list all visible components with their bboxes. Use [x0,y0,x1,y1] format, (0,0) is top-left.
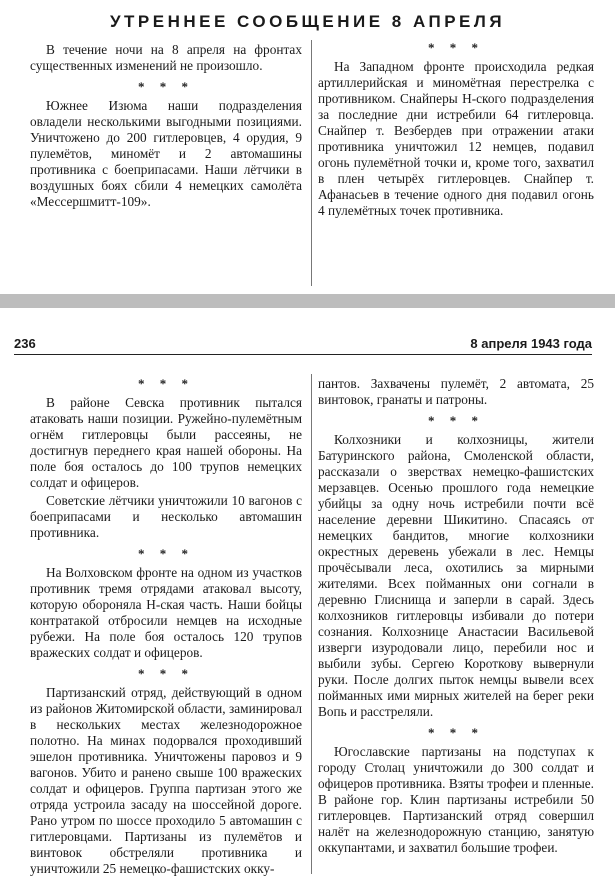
running-date: 8 апреля 1943 года [470,336,592,351]
paragraph: Колхозники и колхозницы, жители Батуринского района, Смоленской области, рассказали о зверствах немецко-фашистских мерзавцев. Осенью прошлого года немецкие убийцы за одну ночь истребили почти всё население деревни Шикитино. Спасаясь от немецких бандитов, многие колхозники окрестных деревень убежали в лес. Немцы прочёсывали леса, охотились за мирными жителями. Всех пойманных они согнали в деревню Глиснища и заперли в сарай. Здесь колхозников гитлеровцы избивали до потери сознания. Колхознице Анастасии Васильевой изверги изуродовали лицо, перебили нос и выбили зубы. Сергею Короткову вывернули руки. После долгих пыток немцы вывели всех пойманных ими мирных жителей на берег реки Вопь и расстреляли. [318,432,594,719]
section-divider: * * * [138,666,194,681]
paragraph: Южнее Изюма наши подразделения овладели несколькими выгодными позициями. Уничтожено до 200 гитлеровцев, 4 орудия, 9 пулемётов, миномёт и 2 автомашины противника с боеприпасами. Наши лётчики в воздушных боях сбили 4 немецких самолёта «Мессершмитт-109». [30,98,302,209]
page-title: УТРЕННЕЕ СООБЩЕНИЕ 8 АПРЕЛЯ [109,12,506,31]
lower-page [0,318,615,876]
paragraph: На Западном фронте происходила редкая артиллерийская и миномётная перестрелка с противником. Снайперы Н-ского подразделения за последние дни истребили 64 гитлеровца. Снайпер т. Везбердев при отражении атаки противника уничтожил 12 немцев, подавил огонь пулемётной точки и, кроме того, захватил в плен четырёх гитлеровцев. Снайпер т. Афанасьев в течение одного дня подавил огонь 4 пулемётных точек противника. [318,59,594,218]
section-divider: * * * [428,40,484,55]
paragraph: На Волховском фронте на одном из участков противник тремя отрядами атаковал высоту, которую обороняла Н-ская часть. Наши бойцы контратакой отбросили немцев на исходные рубежи. На поле боя осталось 120 трупов вражеских солдат и офицеров. [30,565,302,660]
paragraph: Советские лётчики уничтожили 10 вагонов с боеприпасами и несколько автомашин противника. [30,493,302,540]
right-column [318,376,594,858]
section-divider: * * * [138,546,194,561]
left-column [30,42,302,212]
paragraph: В районе Севска противник пытался атаковать наши позиции. Ружейно-пулемётным огнём гитлеровцы были рассеяны, не достигнув переднего края нашей обороны. На поле боя осталось до 100 трупов немецких солдат и офицеров. [30,395,302,490]
column-rule [311,374,312,874]
upper-page [0,0,615,290]
page-number: 236 [14,336,36,351]
running-header [14,336,592,355]
left-column [30,376,302,879]
page-separator [0,294,615,308]
section-divider: * * * [428,725,484,740]
paragraph: Югославские партизаны на подступах к городу Столац уничтожили до 300 солдат и офицеров противника. Взяты трофеи и пленные. В районе гор. Клин партизаны истребили 50 гитлеровцев. Партизанский отряд совершил налёт на железнодорожную станцию, занятую оккупантами, и захватил большие трофеи. [318,744,594,855]
column-rule [311,40,312,286]
paragraph: В течение ночи на 8 апреля на фронтах существенных изменений не произошло. [30,42,302,73]
paragraph: пантов. Захвачены пулемёт, 2 автомата, 25 винтовок, гранаты и патроны. [318,376,594,407]
right-column [318,40,594,221]
section-divider: * * * [138,79,194,94]
paragraph: Партизанский отряд, действующий в одном из районов Житомирской области, заминировал в нескольких местах железнодорожное полотно. На минах подорвался проходивший эшелон противника. Уничтожены паровоз и 9 вагонов. Убито и ранено свыше 100 вражеских солдат и офицеров. Группа партизан этого же отряда устроила засаду на шоссейной дороге. Рано утром по шоссе проходило 5 автомашин с гитлеровцами. Партизаны из пулемётов и винтовок обстреляли противника и уничтожили 25 немецко-фашистских окку- [30,685,302,876]
section-divider: * * * [428,413,484,428]
section-divider: * * * [138,376,194,391]
